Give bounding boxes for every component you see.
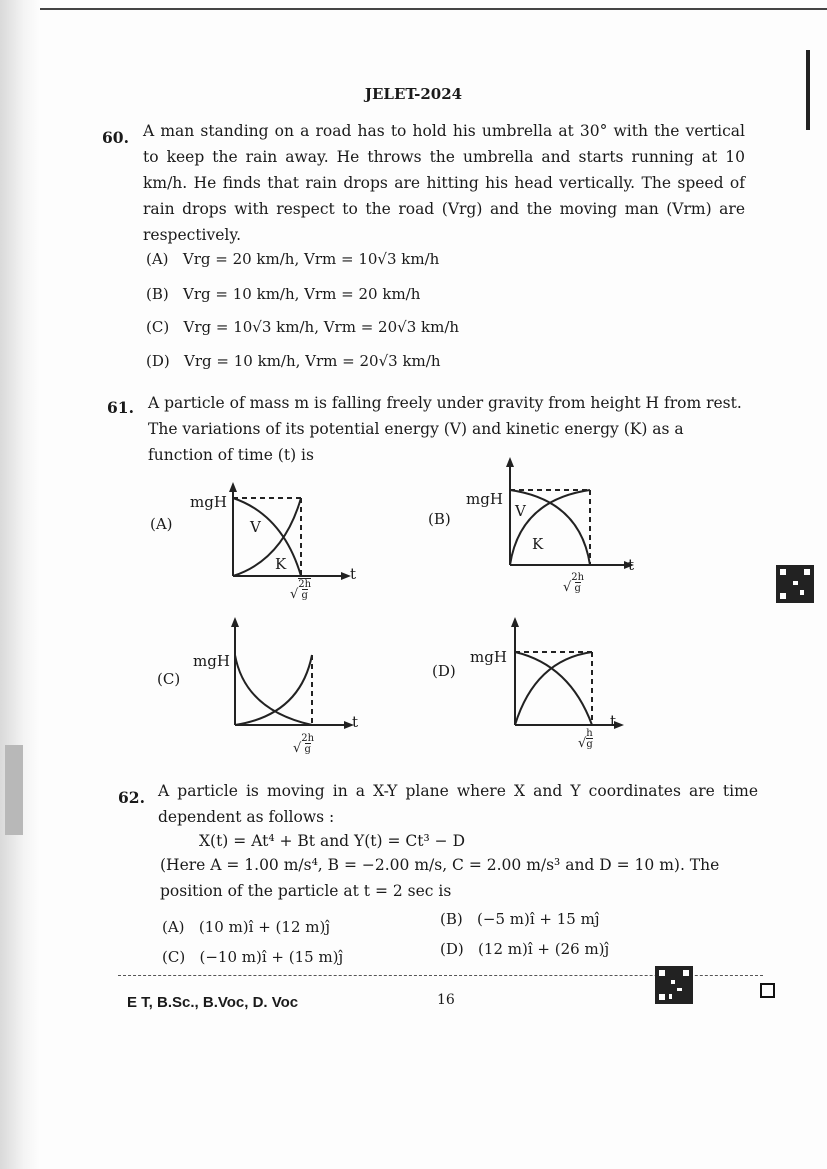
side-tab: [5, 745, 23, 835]
q61-option-c-label: (C): [157, 670, 181, 688]
graph-b-t: t: [628, 556, 635, 574]
q62-option-b: [440, 910, 600, 928]
graph-a-tf-label: √2h g: [290, 579, 312, 602]
q62-option-c: [162, 948, 343, 966]
question-text-60: A man standing on a road has to hold his umbrella at 30° with the vertical to keep the rain away. He throws the umbrella and starts running at 10 km/h. He finds that rain drops are hitting his head vertically. The speed of rain drops with respect to the road (Vrg) and the moving man (Vrm) are respectively.: [143, 122, 745, 244]
graph-b: [465, 455, 645, 585]
qr-code-icon: [655, 966, 693, 1004]
option-text: (12 m)î + (26 m)ĵ: [478, 940, 610, 958]
graph-c-tf-label: √2h g: [293, 733, 315, 756]
exam-title: JELET-2024: [364, 85, 463, 103]
q61-option-d-label: (D): [432, 662, 456, 680]
graph-a-k: K: [275, 555, 287, 573]
graph-b-k: K: [532, 535, 544, 553]
q61-option-a-label: (A): [150, 515, 173, 533]
qr-code-side-icon: [776, 565, 814, 603]
option-text: Vrg = 20 km/h, Vrm = 10√3 km/h: [182, 250, 440, 268]
graph-d-tf-label: $√\frac{h}{g}$: [578, 728, 593, 751]
k-curve: [233, 498, 301, 576]
option-text: (−10 m)î + (15 m)ĵ: [199, 948, 344, 966]
option-text: Vrg = 10 km/h, Vrm = 20√3 km/h: [184, 352, 441, 370]
q62-given: (Here A = 1.00 m/s⁴, B = −2.00 m/s, C = 2.00 m/s³ and D = 10 m). The position of the particle at t = 2 sec is: [160, 856, 720, 900]
graph-a-v: V: [250, 518, 261, 536]
graph-c-mgh: mgH: [193, 652, 230, 670]
option-label: (D): [146, 352, 170, 370]
question-text-61: A particle of mass m is falling freely under gravity from height H from rest. The variations of its potential energy (V) and kinetic energy (K) as a function of time (t) is: [148, 394, 742, 464]
graph-c-t: t: [352, 713, 359, 731]
y-arrow: [229, 482, 237, 492]
option-label: (A): [162, 918, 185, 936]
q60-option-c: [146, 318, 459, 336]
option-label: (B): [146, 285, 169, 303]
question-text-62: A particle is moving in a X-Y plane where X and Y coordinates are time dependent as follows :: [158, 782, 758, 826]
q60-option-d: [146, 352, 441, 370]
graph-b-mgh: mgH: [466, 490, 503, 508]
q60-option-a: [146, 250, 439, 268]
question-number-61: 61.: [107, 398, 134, 417]
option-label: (A): [146, 250, 169, 268]
question-number-62: 62.: [118, 788, 145, 807]
option-label: (C): [146, 318, 170, 336]
q62-equation: X(t) = At⁴ + Bt and Y(t) = Ct³ − D: [199, 832, 465, 850]
graph-d-t: t: [610, 712, 617, 730]
graph-a-t: t: [350, 565, 357, 583]
q62-option-d: [440, 940, 609, 958]
top-rule: [40, 8, 827, 10]
page-number: 16: [437, 992, 455, 1008]
question-number-60: 60.: [102, 128, 129, 147]
footer-course: E T, B.Sc., B.Voc, D. Voc: [127, 994, 299, 1011]
page-edge-shadow: [0, 0, 40, 1169]
q61-option-b-label: (B): [428, 510, 451, 528]
option-text: (10 m)î + (12 m)ĵ: [198, 918, 330, 936]
q62-option-a: [162, 918, 330, 936]
option-label: (C): [162, 948, 186, 966]
graph-d-mgh: mgH: [470, 648, 507, 666]
q60-option-b: [146, 285, 420, 303]
graph-b-tf-label: √2h g: [563, 572, 585, 595]
graph-a-mgh: mgH: [190, 493, 227, 511]
option-text: Vrg = 10 km/h, Vrm = 20 km/h: [183, 285, 421, 303]
v-curve: [233, 498, 301, 576]
option-label: (B): [440, 910, 463, 928]
graph-b-v: V: [515, 502, 526, 520]
option-label: (D): [440, 940, 464, 958]
graph-c: [190, 615, 365, 745]
option-text: (−5 m)î + 15 mĵ: [477, 910, 600, 928]
corner-square-icon: [760, 983, 775, 998]
option-text: Vrg = 10√3 km/h, Vrm = 20√3 km/h: [183, 318, 460, 336]
